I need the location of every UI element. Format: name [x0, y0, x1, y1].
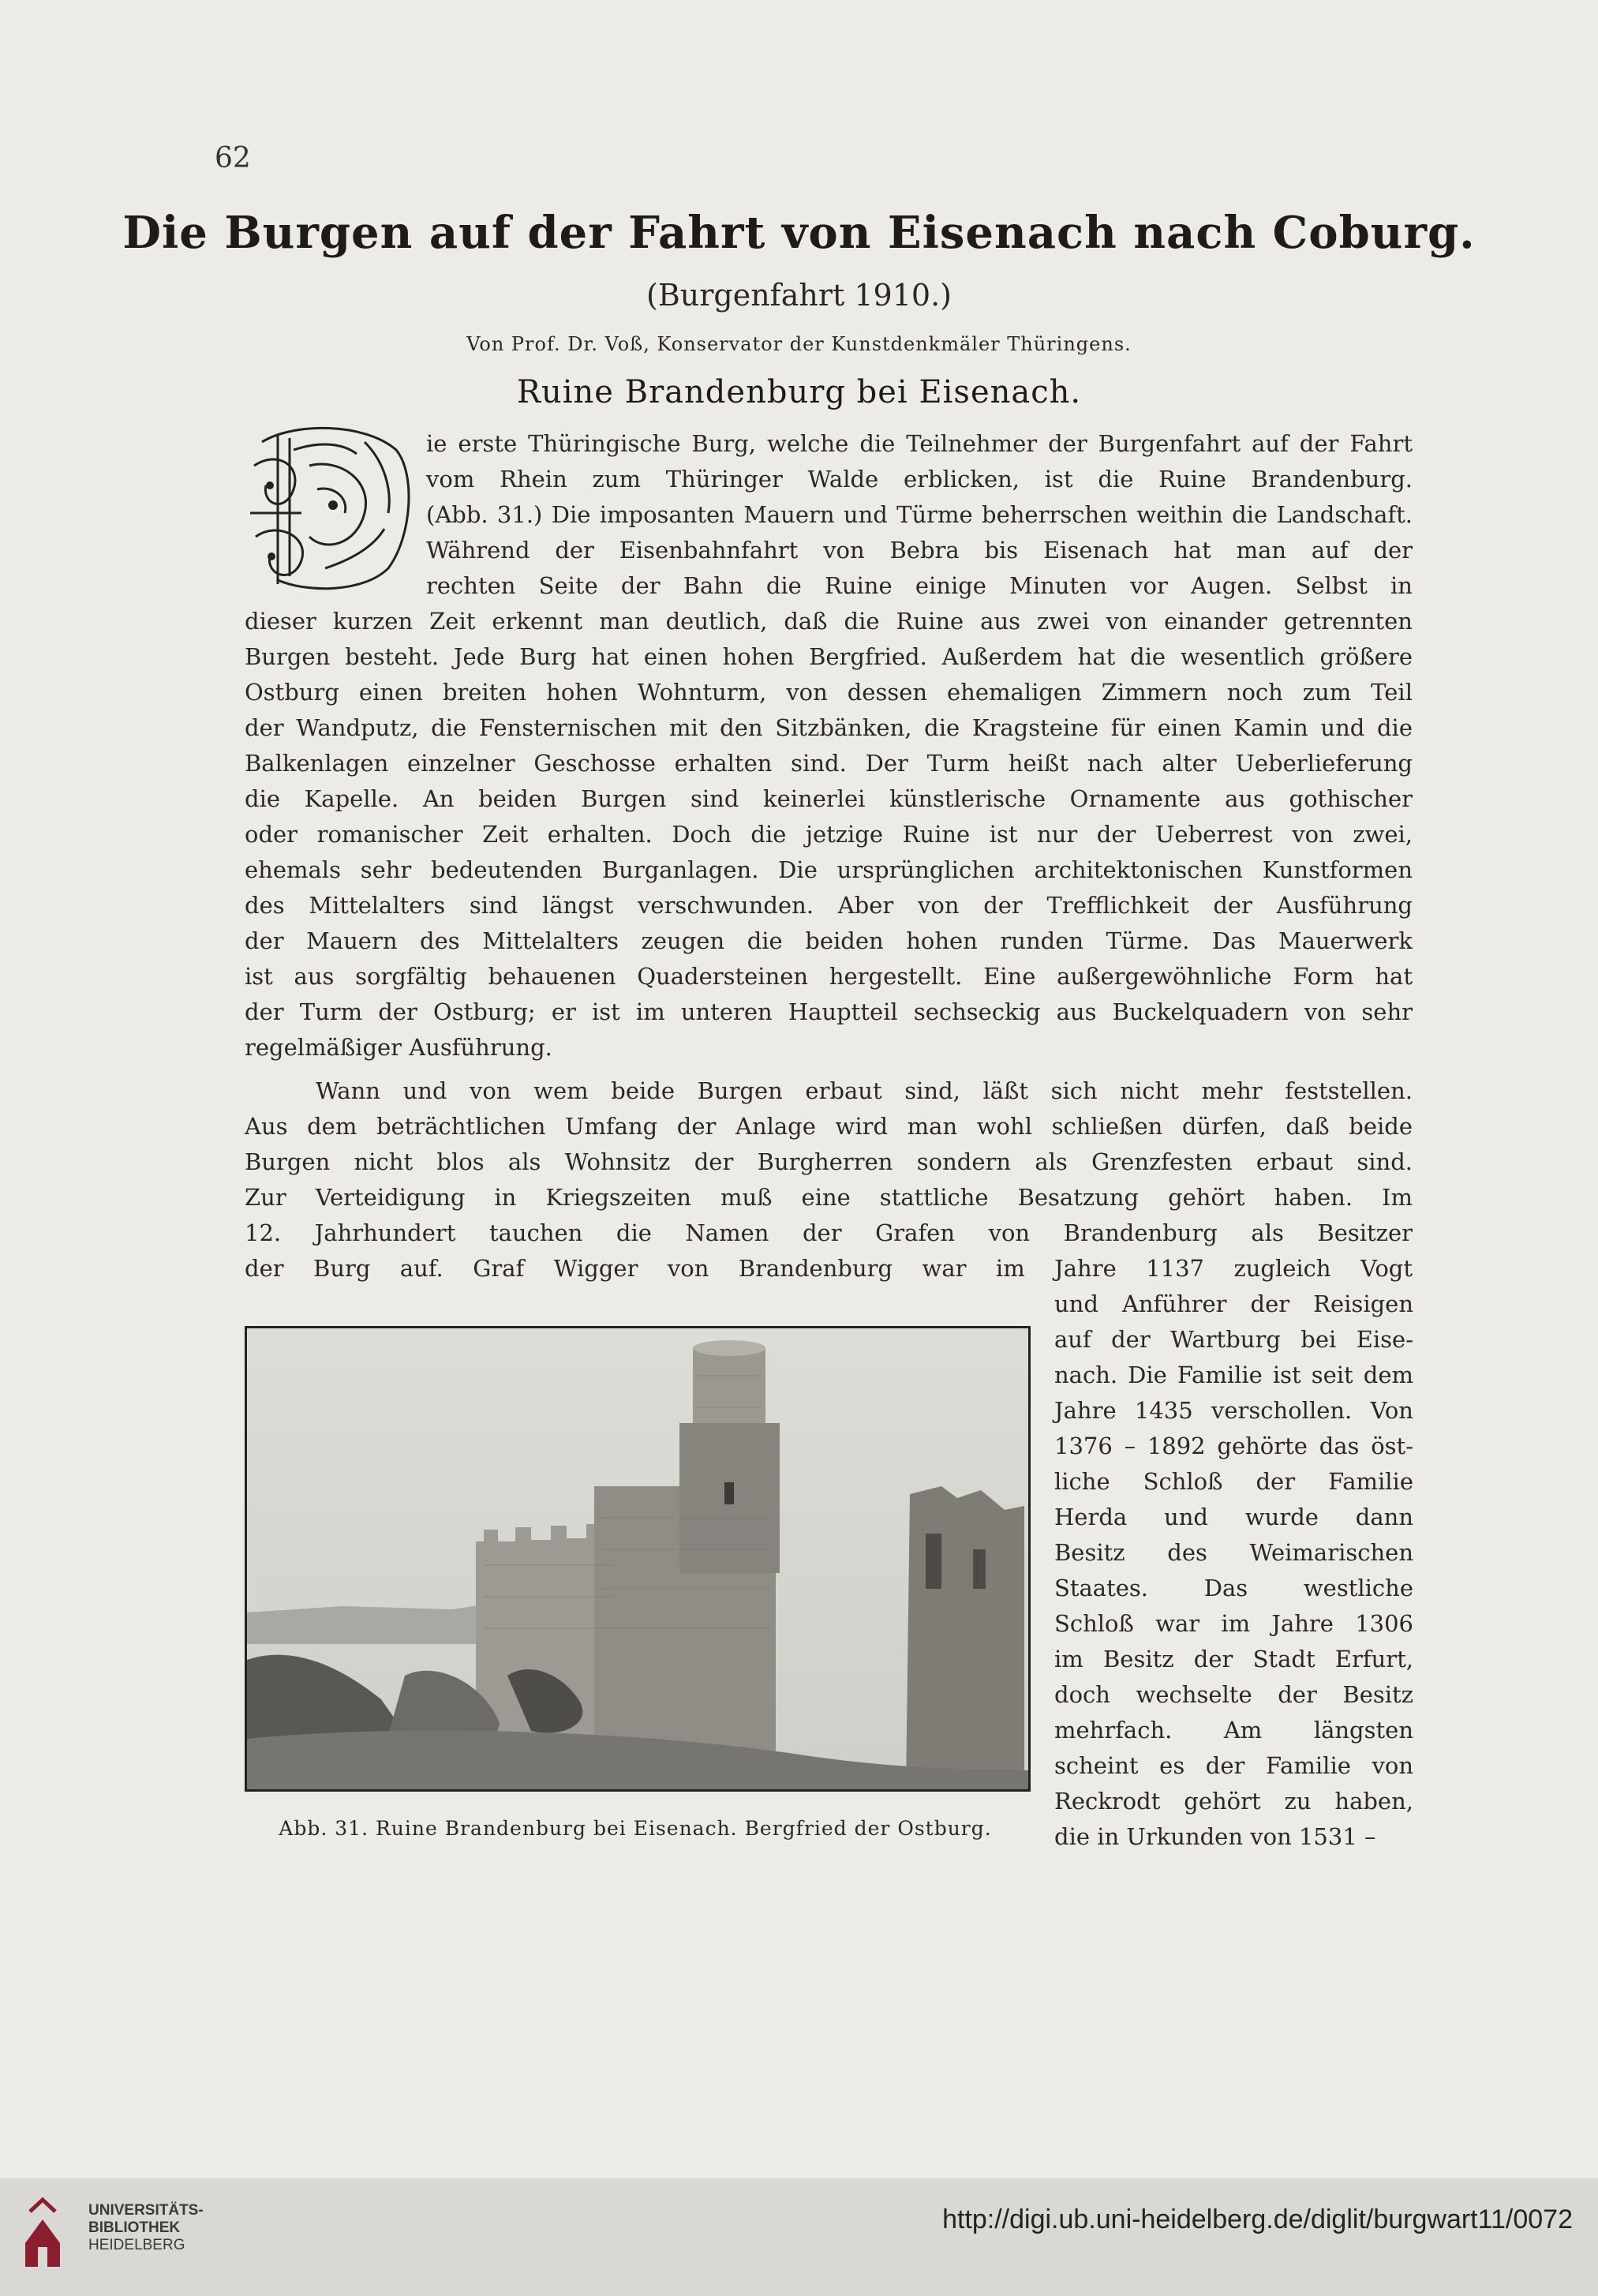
library-name-line: BIBLIOTHEK: [88, 2219, 181, 2236]
article-title: Die Burgen auf der Fahrt von Eisenach nach Coburg.: [122, 207, 1476, 259]
section-heading: Ruine Brandenburg bei Eisenach.: [516, 374, 1082, 410]
source-url-link[interactable]: http://digi.ub.uni-heidelberg.de/diglit/burgwart11/0072: [942, 2204, 1573, 2234]
text-line: scheint es der Familie von: [1054, 1752, 1413, 1779]
text-line: ehemals sehr bedeutenden Burganlagen. Die ursprünglichen architektonischen Kunstformen: [245, 856, 1413, 883]
library-name-line: UNIVERSITÄTS-: [88, 2202, 204, 2219]
text-line: die in Urkunden von 1531 –: [1054, 1823, 1376, 1850]
text-line: rechten Seite der Bahn die Ruine einige Minuten vor Augen. Selbst in: [426, 572, 1413, 599]
page-number: 62: [215, 142, 251, 174]
text-line: mehrfach. Am längsten: [1054, 1717, 1413, 1744]
text-line: Burgen nicht blos als Wohnsitz der Burgherren sondern als Grenzfesten erbaut sind.: [245, 1148, 1413, 1175]
text-line: Herda und wurde dann: [1054, 1504, 1413, 1530]
article-subtitle: (Burgenfahrt 1910.): [646, 278, 952, 313]
text-line: der Burg auf. Graf Wigger von Brandenburg war im Jahre 1137 zugleich Vogt: [245, 1255, 1413, 1282]
text-line: Zur Verteidigung in Kriegszeiten muß eine stattliche Besatzung gehört haben. Im: [245, 1184, 1413, 1211]
text-line: nach. Die Familie ist seit dem: [1054, 1361, 1413, 1388]
text-line: die Kapelle. An beiden Burgen sind keinerlei künstlerische Ornamente aus gothischer: [245, 785, 1413, 812]
text-line: Burgen besteht. Jede Burg hat einen hohen Bergfried. Außerdem hat die wesentlich größere: [245, 643, 1413, 670]
text-line: Reckrodt gehört zu haben,: [1054, 1788, 1413, 1815]
text-line: Balkenlagen einzelner Geschosse erhalten sind. Der Turm heißt nach alter Ueberlieferung: [245, 750, 1413, 777]
library-name-line: HEIDELBERG: [88, 2237, 185, 2253]
library-name: [88, 2202, 204, 2254]
text-line: dieser kurzen Zeit erkennt man deutlich, daß die Ruine aus zwei von einander getrennten: [245, 608, 1413, 635]
text-line: Schloß war im Jahre 1306: [1054, 1610, 1413, 1637]
text-line: (Abb. 31.) Die imposanten Mauern und Türme beherrschen weithin die Landschaft.: [426, 501, 1413, 528]
text-line: im Besitz der Stadt Erfurt,: [1054, 1646, 1413, 1672]
text-line: 12. Jahrhundert tauchen die Namen der Grafen von Brandenburg als Besitzer: [245, 1219, 1413, 1246]
figure-caption: Abb. 31. Ruine Brandenburg bei Eisenach. Bergfried der Ostburg.: [279, 1817, 992, 1840]
text-line: oder romanischer Zeit erhalten. Doch die jetzige Ruine ist nur der Ueberrest von zwei,: [245, 821, 1413, 848]
text-line: und Anführer der Reisigen: [1054, 1290, 1413, 1317]
text-line: des Mittelalters sind längst verschwunden. Aber von der Trefflichkeit der Ausführung: [245, 892, 1413, 919]
library-logo-icon: [19, 2196, 66, 2275]
text-line: liche Schloß der Familie: [1054, 1468, 1413, 1495]
text-line: Jahre 1435 verschollen. Von: [1054, 1397, 1413, 1424]
text-line: der Turm der Ostburg; er ist im unteren Hauptteil sechseckig aus Buckelquadern von sehr: [245, 998, 1413, 1025]
text-line: Ostburg einen breiten hohen Wohnturm, von dessen ehemaligen Zimmern noch zum Teil: [245, 679, 1413, 706]
text-line: ie erste Thüringische Burg, welche die Teilnehmer der Burgenfahrt auf der Fahrt: [426, 430, 1413, 457]
text-line: auf der Wartburg bei Eise-: [1054, 1326, 1413, 1353]
text-line: Während der Eisenbahnfahrt von Bebra bis Eisenach hat man auf der: [426, 537, 1413, 564]
text-line: 1376 – 1892 gehörte das öst-: [1054, 1433, 1413, 1459]
text-line: Staates. Das westliche: [1054, 1575, 1413, 1601]
author-byline: Von Prof. Dr. Voß, Konservator der Kunstdenkmäler Thüringens.: [466, 333, 1132, 355]
text-line: ist aus sorgfältig behauenen Quadersteinen hergestellt. Eine außergewöhnliche Form hat: [245, 963, 1413, 990]
text-line: Wann und von wem beide Burgen erbaut sind, läßt sich nicht mehr feststellen.: [316, 1077, 1413, 1104]
ruin-photograph: [245, 1326, 1031, 1792]
text-line: Besitz des Weimarischen: [1054, 1539, 1413, 1566]
castle-ruin-illustration: [247, 1328, 1028, 1789]
text-line: der Mauern des Mittelalters zeugen die beiden hohen runden Türme. Das Mauerwerk: [245, 927, 1413, 954]
text-line: der Wandputz, die Fensternischen mit den Sitzbänken, die Kragsteine für einen Kamin und die: [245, 714, 1413, 741]
text-line: regelmäßiger Ausführung.: [245, 1034, 552, 1061]
text-line: vom Rhein zum Thüringer Walde erblicken, ist die Ruine Brandenburg.: [426, 466, 1413, 493]
text-line: Aus dem beträchtlichen Umfang der Anlage wird man wohl schließen dürfen, daß beide: [245, 1113, 1413, 1140]
text-line: doch wechselte der Besitz: [1054, 1681, 1413, 1708]
ornamental-initial-icon: [246, 418, 418, 597]
